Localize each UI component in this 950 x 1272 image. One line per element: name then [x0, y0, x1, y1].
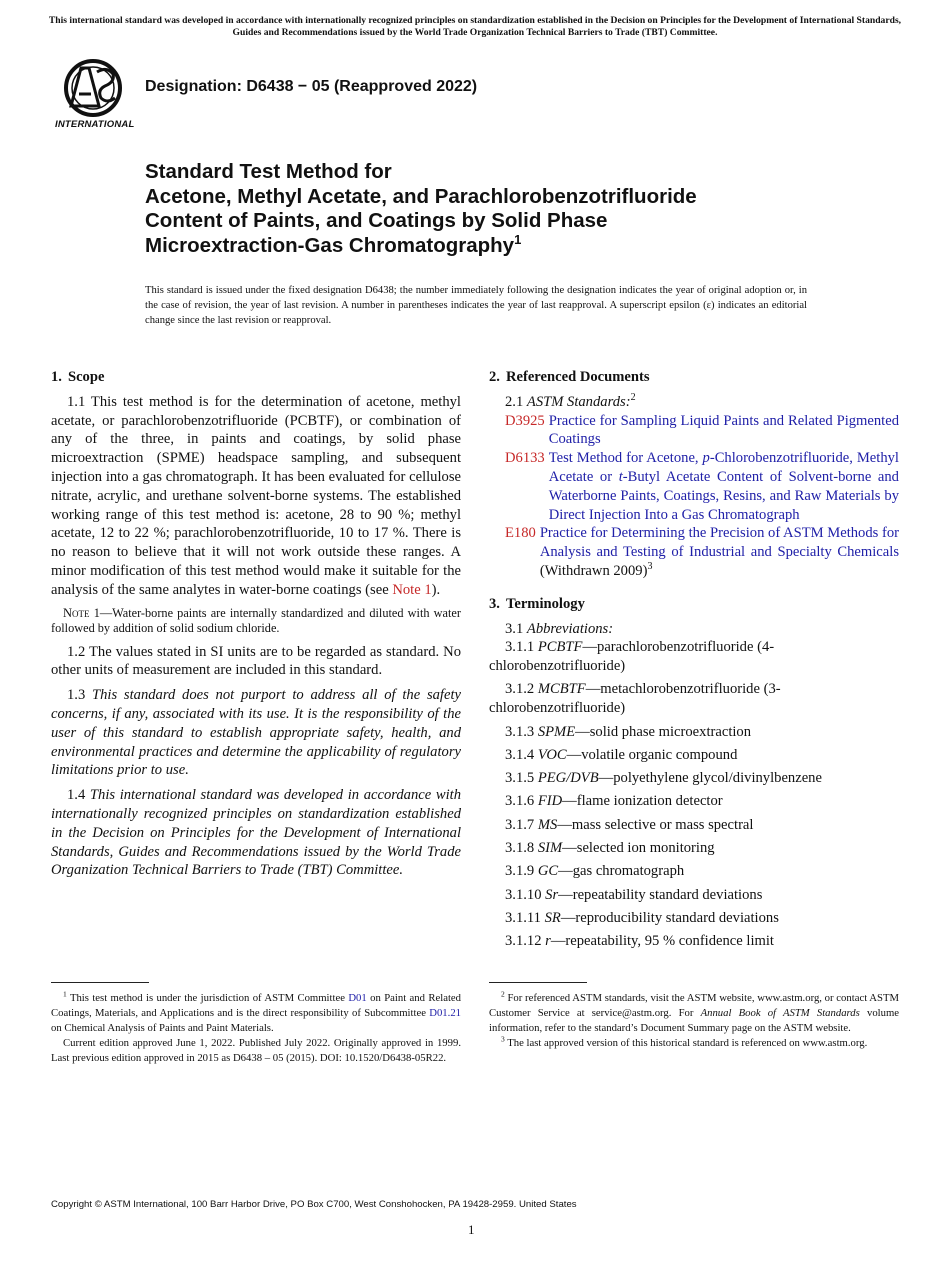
document-title — [145, 160, 845, 258]
committee-d01-link[interactable]: D01 — [348, 992, 367, 1004]
section-heading-terminology: 3. Terminology — [489, 595, 585, 612]
term-item: 3.1.5 PEG/DVB—polyethylene glycol/divinylbenzene — [505, 770, 822, 787]
terminology-list — [489, 638, 899, 951]
term-item: 3.1.12 r—repeatability, 95 % confidence limit — [505, 933, 774, 950]
term-item: 3.1.7 MS—mass selective or mass spectral — [505, 816, 754, 833]
paragraph-1-2: 1.2 The values stated in SI units are to be regarded as standard. No other units of measurement are included in this standard. — [51, 643, 461, 679]
term-item: 3.1.4 VOC—volatile organic compound — [505, 746, 738, 763]
reference-e180[interactable]: E180 Practice for Determining the Precision of ASTM Methods for Analysis and Testing of Industrial and Specialty Chemicals (Withdrawn 2009)$^3$ — [505, 525, 899, 579]
astm-standards-subheading: 2.1 ASTM Standards:$^2$ — [505, 391, 636, 410]
term-item: 3.1.2 MCBTF—metachlorobenzotrifluoride (3-chlorobenzotrifluoride) — [489, 681, 781, 717]
footnotes-right — [489, 991, 899, 1051]
footnote-rule-left — [51, 982, 149, 983]
copyright: Copyright © ASTM International, 100 Barr Harbor Drive, PO Box C700, West Conshohocken, PA 19428-2959. United States — [51, 1199, 577, 1210]
section-heading-scope: 1. Scope — [51, 369, 105, 385]
page-number: 1 — [468, 1222, 475, 1237]
paragraph-1-1: 1.1 This test method is for the determination of acetone, methyl acetate, or parachlorobenzotrifluoride (PCBTF), or combination of any of the three, in paints and coatings, by solid phase microextraction (SPME) headspace sampling, and subsequent injection into a gas chromatograph. It has been evaluated for cellulose nitrate, acrylic, and urethane solvent-borne systems. The established working range of this test method is: acetone, 28 to 90 %; methyl acetate, 12 to 22 %; parachlorobenzotrifluoride, 10 to 17 %. There is no reason to believe that it will not work outside these ranges. A minor modification of this test method would make it suitable for the analysis of the same analytes in water-borne coatings (see Note 1). — [51, 393, 461, 598]
term-item: 3.1.8 SIM—selected ion monitoring — [505, 840, 715, 857]
note-1: Note 1—Water-borne paints are internally standardized and diluted with water followed by addition of solid sodium chloride. — [51, 605, 461, 636]
section-heading-referenced-documents: 2. Referenced Documents — [489, 369, 650, 385]
note-1-link[interactable]: Note 1 — [392, 581, 432, 598]
term-item: 3.1.6 FID—flame ionization detector — [505, 793, 723, 810]
term-item: 3.1.9 GC—gas chromatograph — [505, 863, 685, 880]
title-footnote-mark: 1 — [514, 231, 522, 247]
reference-d6133[interactable]: D6133 Test Method for Acetone, p-Chlorobenzotrifluoride, Methyl Acetate or t-Butyl Acetate Content of Solvent-borne and Waterborne Paints, Coatings, Resins, and Raw Materials by Direct Injection Into a Gas Chromatograph — [505, 450, 899, 523]
paragraph-1-4: 1.4 This international standard was developed in accordance with internationally recognized principles on standardization established in the Decision on Principles for the Development of International Standards, Guides and Recommendations issued by the World Trade Organization Technical Barriers to Trade (TBT) Committee. — [51, 787, 462, 879]
right-column — [489, 368, 899, 956]
term-item: 3.1.1 PCBTF—parachlorobenzotrifluoride (4-chlorobenzotrifluoride) — [489, 639, 775, 675]
term-item: 3.1.11 SR—reproducibility standard deviations — [505, 909, 779, 926]
footnote-rule-right — [489, 982, 587, 983]
paragraph-1-3: 1.3 This standard does not purport to address all of the safety concerns, if any, associated with its use. It is the responsibility of the user of this standard to establish appropriate safety, health, and environmental practices and determine the applicability of regulatory limitations prior to use. — [51, 687, 461, 779]
footnote-2: $^2$ For referenced ASTM standards, visit the ASTM website, www.astm.org, or contact ASTM Customer Service at service@astm.org. For Annual Book of ASTM Standards volume information, refer to the standard’s Document Summary page on the ASTM website. — [489, 989, 900, 1034]
issue-statement: This standard is issued under the fixed designation D6438; the number immediately following the designation indicates the year of original adoption or, in the case of revision, the year of last revision. A number in parentheses indicates the year of last reapproval. A superscript epsilon (ε) indicates an editorial change since the last revision or reapproval. — [145, 285, 807, 326]
footnote-3: $^3$ The last approved version of this historical standard is referenced on www.astm.org. — [501, 1034, 868, 1049]
designation: Designation: D6438 − 05 (Reapproved 2022) — [145, 78, 478, 95]
footnote-1: $^1$ This test method is under the jurisdiction of ASTM Committee D01 on Paint and Related Coatings, Materials, and Applications and is the direct responsibility of Subcommittee D01.21 on Chemical Analysis of Paints and Paint Materials. — [51, 989, 462, 1034]
reference-d3925[interactable]: D3925 Practice for Sampling Liquid Paints and Related Pigmented Coatings — [505, 412, 899, 448]
title-line-3: Content of Paints, and Coatings by Solid Phase — [145, 209, 608, 232]
abbreviations-subheading: 3.1 Abbreviations: — [505, 620, 614, 637]
title-line-4: Microextraction-Gas Chromatography$^1$ — [145, 231, 522, 257]
term-item: 3.1.10 Sr—repeatability standard deviations — [505, 886, 763, 903]
footnotes-left — [51, 991, 461, 1066]
left-column — [51, 368, 461, 886]
edition-note: Current edition approved June 1, 2022. Published July 2022. Originally approved in 1999. Last previous edition approved in 2015 as D6438 – 05 (2015). DOI: 10.1520/D6438-05R22. — [51, 1037, 461, 1064]
term-item: 3.1.3 SPME—solid phase microextraction — [505, 723, 752, 740]
header-notice: This international standard was developed in accordance with internationally recognized principles on standardization established in the Decision on Principles for the Development of International Standards, Guides and Recommendations issued by the World Trade Organization Technical Barriers to Trade (TBT) Committee. — [48, 15, 902, 38]
logo-international-text: INTERNATIONAL — [55, 119, 135, 130]
astm-logo — [53, 58, 135, 134]
title-line-1: Standard Test Method for — [145, 160, 392, 183]
title-line-2: Acetone, Methyl Acetate, and Parachlorobenzotrifluoride — [145, 184, 697, 208]
subcommittee-d01-21-link[interactable]: D01.21 — [429, 1007, 462, 1019]
